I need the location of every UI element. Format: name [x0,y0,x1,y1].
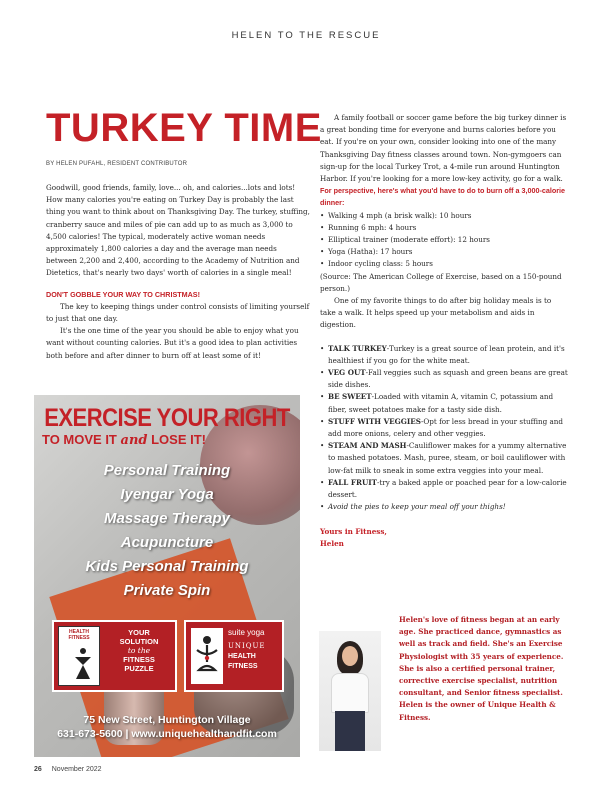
logo-emblem [58,626,100,686]
advertisement[interactable] [34,395,300,757]
closing-tip: • Avoid the pies to keep your meal off your thighs! [320,501,568,513]
logo-suite-text: suite yoga [228,628,265,637]
service-item: Iyengar Yoga [120,486,214,503]
suite-yoga-logo [184,620,284,692]
logo-health-text: HEALTH [228,653,256,660]
signoff-line: Yours in Fitness, [320,526,387,536]
tip-key: TALK TURKEY [328,343,387,353]
ad-address: 75 New Street, Huntington Village [83,714,251,726]
tip-text: -Fall veggies such as squash and green beans are great side dishes. [328,368,568,390]
logo-unique-text: UNIQUE [228,642,266,650]
walk-paragraph: One of my favorite things to do after big holiday meals is to take a walk. It helps speed up your metabolism and aids in digestion. [320,296,552,330]
list-item: • Indoor cycling class: 5 hours [320,258,568,270]
ad-sub-part: TO MOVE IT [42,432,117,447]
tagline-line: SOLUTION [119,637,159,646]
paragraph-2: The key to keeping things under control consists of limiting yourself to just that one day. [46,301,310,324]
signoff-name: Helen [320,538,344,548]
tip-text: -try a baked apple or poached pear for a low-calorie dessert. [328,477,567,500]
list-item [320,391,568,415]
tagline-line: YOUR [128,628,150,637]
logo-health-text: HEALTH [69,629,89,635]
subhead: DON'T GOBBLE YOUR WAY TO CHRISTMAS! [46,289,200,299]
list-item: • Walking 4 mph (a brisk walk): 10 hours [320,210,568,222]
ad-sub-part: LOSE IT! [151,432,206,447]
issue-date: November 2022 [51,766,102,773]
perspective-intro: For perspective, here's what you'd have to do to burn off a 3,000-calorie dinner: [320,186,566,208]
tip-text: -Opt for less bread in your stuffing and add more onions, celery and other veggies. [328,416,564,439]
tip-text: -Loaded with vitamin A, vitamin C, potassium and fiber, sweet potatoes make for a tasty side dish. [328,392,554,414]
author-photo [319,631,381,751]
tip-key: VEG OUT [328,368,366,378]
logo-fitness-text: FITNESS [68,635,90,641]
logo-tagline [104,628,174,673]
activity-list [320,210,568,271]
ad-services-list [34,459,300,603]
list-item [320,367,568,391]
tagline-line: FITNESS [123,655,155,664]
logo-emblem [191,628,223,684]
page-number: 26 [34,766,42,773]
service-item: Private Spin [123,582,211,599]
running-head: HELEN TO THE RESCUE [231,30,381,41]
puzzle-figure-icon [73,647,93,681]
article-title: TURKEY TIME [46,106,322,150]
intro-paragraph: Goodwill, good friends, family, love... oh, and calories...lots and lots! How many calories you're eating on Turkey Day is probably the last thing you want to think about on Thanksgiving Day. The turkey, stuffing, cranberry sauce and miles of pie can add up to as much as 3,000 to 4,500 calories! The typical, moderately active woman needs approximately 1,800 calories a day and the average man needs between 2,200 and 2,400, according to the Academy of Nutrition and Dietetics, that's nearly two days' worth of calories in a single meal! [46,183,310,278]
list-item [320,477,568,501]
service-item: Personal Training [103,462,231,479]
tips-list [320,343,568,514]
ad-headline: EXERCISE YOUR RIGHT [44,403,290,432]
service-item: Massage Therapy [104,510,230,527]
ad-sub-and: and [120,433,148,448]
list-item [320,416,568,440]
photo-shirt [331,673,369,713]
unique-health-logo [52,620,177,692]
yoga-figure-icon [191,628,223,684]
left-column [46,182,310,362]
tagline-line: PUZZLE [124,664,154,673]
ad-phone-website[interactable]: 631-673-5600 | www.uniquehealthandfit.com [57,728,277,740]
tip-text: -Cauliflower makes for a yummy alternative to mashed potatoes. Mash, puree, steam, or boil cauliflower with low-fat milk to sneak in some extra veggies into your meal. [328,441,567,475]
tip-key: STUFF WITH VEGGIES [328,416,421,426]
byline: BY HELEN PUFAHL, RESIDENT CONTRIBUTOR [46,161,188,167]
service-item: Kids Personal Training [85,558,249,575]
ad-contact-block [34,713,300,741]
right-column [320,112,568,550]
tip-key: BE SWEET [328,392,372,402]
list-item [320,440,568,477]
source-note: (Source: The American College of Exercise, based on a 150-pound person.) [320,271,562,293]
list-item: • Running 6 mph: 4 hours [320,222,568,234]
tip-key: STEAM AND MASH [328,441,407,451]
service-item: Acupuncture [120,534,214,551]
tagline-line: to the [127,646,151,655]
list-item: • Elliptical trainer (moderate effort): 12 hours [320,234,568,246]
ad-subheadline [42,432,206,448]
paragraph-3: It's the one time of the year you should be able to enjoy what you want without counting calories. But it's a good idea to plan activities both before and after dinner to burn off at least some of it! [46,326,299,360]
right-paragraph-1: A family football or soccer game before the big turkey dinner is a great bonding time for everyone and burns calories before you eat. If you're on your own, consider looking into one of the many Thanksgiving Day fitness classes around town. Non-gymgoers can sign-up for the local Turkey Trot, a 4-mile run around Huntington Harbor. If you're looking for a more low-key activity, go for a walk. [320,113,567,184]
author-bio: Helen's love of fitness began at an early age. She practiced dance, gymnastics as well as track and field. She's an Exercise Physiologist with 35 years of experience. She is also a certified personal trainer, corrective exercise specialist, nutrition consultant, and Senior fitness specialist. Helen is the owner of Unique Health & Fitness. [399,615,564,722]
page-footer [34,766,102,773]
photo-pants [335,711,365,751]
logo-fitness-text: FITNESS [228,663,258,670]
photo-face [342,646,358,666]
list-item: • Yoga (Hatha): 17 hours [320,246,568,258]
tip-key: FALL FRUIT [328,477,377,487]
tip-text: -Turkey is a great source of lean protein, and it's healthiest if you go for the white meat. [328,343,565,365]
list-item [320,343,568,367]
signoff [320,526,568,550]
